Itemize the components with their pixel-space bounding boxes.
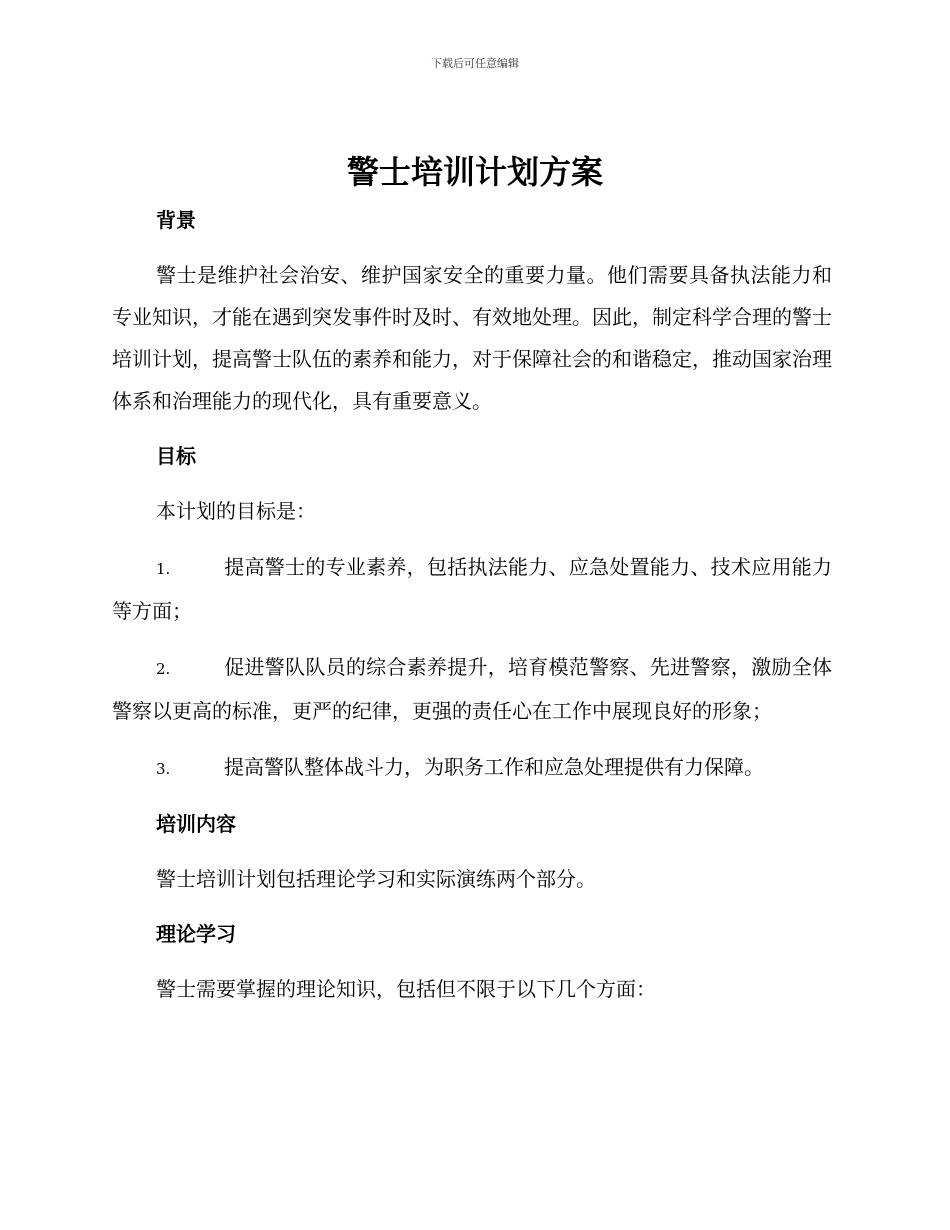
goal-item-number: 3. bbox=[156, 760, 171, 778]
theory-paragraph: 警士需要掌握的理论知识，包括但不限于以下几个方面： bbox=[156, 977, 656, 1001]
goal-item-text: 提高警队整体战斗力，为职务工作和应急处理提供有力保障。 bbox=[224, 755, 764, 779]
goal-item-number: 2. bbox=[156, 660, 171, 678]
page-header: 下载后可任意编辑 bbox=[431, 57, 519, 70]
goal-item-number: 1. bbox=[156, 560, 171, 578]
document-title: 警士培训计划方案 bbox=[346, 153, 603, 191]
section-heading-content: 培训内容 bbox=[156, 812, 236, 836]
goal-item bbox=[112, 746, 832, 790]
document-body bbox=[112, 200, 832, 1024]
content-paragraph: 警士培训计划包括理论学习和实际演练两个部分。 bbox=[156, 867, 596, 891]
goal-item-text: 提高警士的专业素养，包括执法能力、应急处置能力、技术应用能力等方面； bbox=[112, 555, 832, 623]
goals-intro: 本计划的目标是： bbox=[156, 499, 316, 523]
section-heading-background: 背景 bbox=[156, 208, 196, 232]
goal-item bbox=[112, 646, 832, 732]
section-heading-theory: 理论学习 bbox=[156, 922, 236, 946]
background-paragraph: 警士是维护社会治安、维护国家安全的重要力量。他们需要具备执法能力和专业知识，才能在遇到突发事件时及时、有效地处理。因此，制定科学合理的警士培训计划，提高警士队伍的素养和能力，对于保障社会的和谐稳定，推动国家治理体系和治理能力的现代化，具有重要意义。 bbox=[112, 263, 832, 413]
section-heading-goals: 目标 bbox=[156, 444, 196, 468]
goal-item bbox=[112, 546, 832, 632]
goal-item-text: 促进警队队员的综合素养提升，培育模范警察、先进警察，激励全体警察以更高的标准，更严的纪律，更强的责任心在工作中展现良好的形象； bbox=[112, 655, 832, 723]
